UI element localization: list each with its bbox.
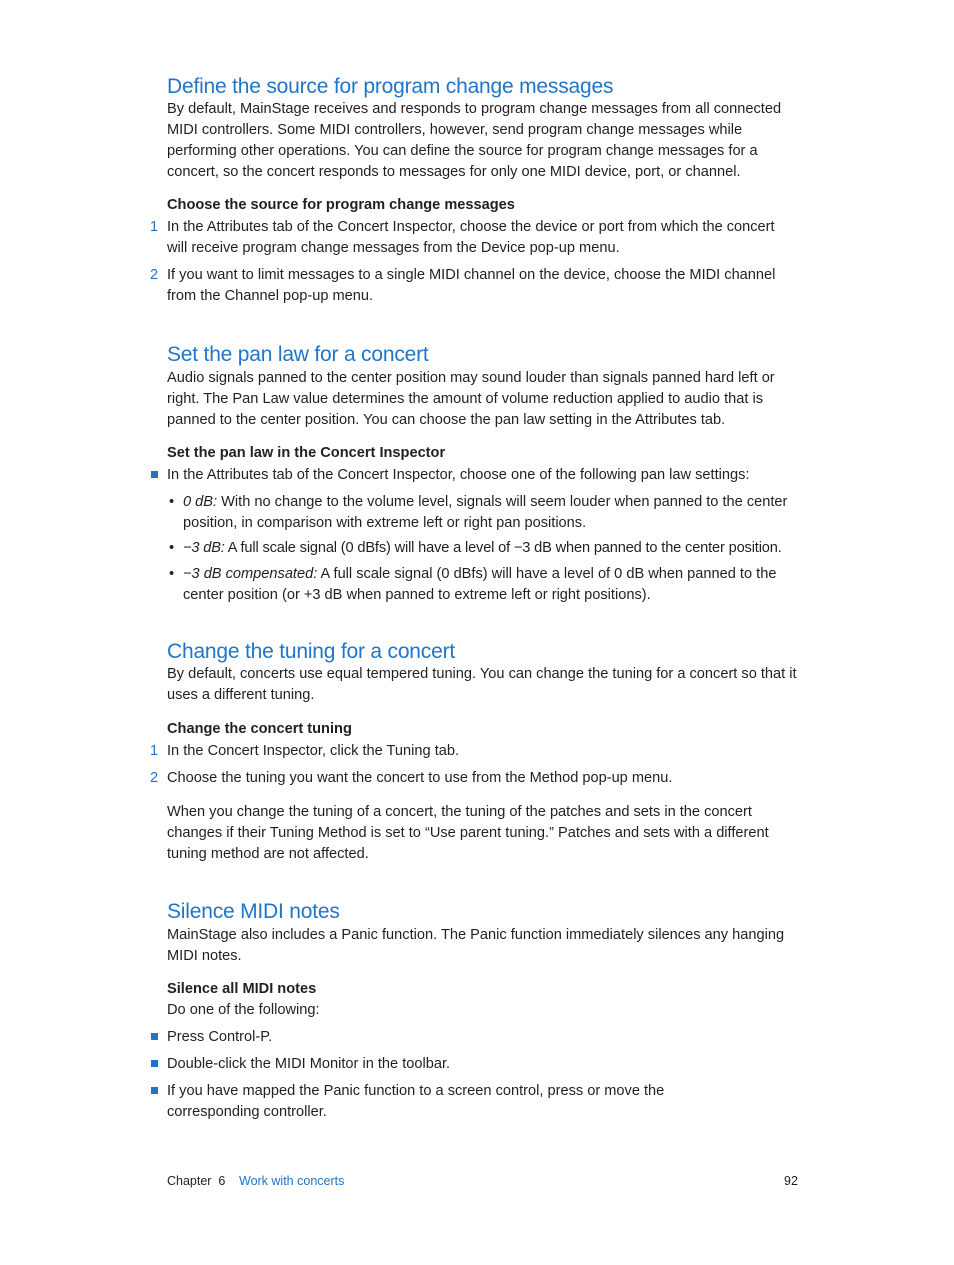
section-intro-pan-law: Audio signals panned to the center position may sound louder than signals panned hard left or right. The Pan Law value determines the amount of volume reduction applied to audio that is panned to the center position. You can choose the pan law setting in the Attributes tab. — [167, 370, 775, 428]
bullet-text: In the Attributes tab of the Concert Inspector, choose one of the following pan law settings: — [167, 467, 750, 483]
bullet-dot-icon: • — [169, 494, 175, 510]
task-heading-silence-midi: Silence all MIDI notes — [167, 981, 317, 997]
step-number: 1 — [150, 743, 159, 759]
bullet-square-icon — [151, 1087, 158, 1094]
sub-bullet-text — [183, 492, 798, 534]
sub-bullet-term: −3 dB: — [183, 540, 225, 556]
bullet-square-icon — [151, 471, 158, 478]
task-heading-program-change: Choose the source for program change messages — [167, 197, 515, 213]
bullet-dot-icon: • — [169, 540, 175, 556]
sub-bullet-desc: A full scale signal (0 dBfs) will have a level of −3 dB when panned to the center position. — [224, 540, 782, 556]
section-heading-program-change: Define the source for program change messages — [167, 75, 614, 98]
section-heading-silence-midi: Silence MIDI notes — [167, 900, 340, 923]
sub-bullet-text — [183, 538, 807, 559]
step-number: 1 — [150, 219, 159, 235]
bullet-text: Double-click the MIDI Monitor in the toolbar. — [167, 1056, 451, 1072]
footer-chapter-label: Chapter 6 — [167, 1174, 226, 1188]
bullet-text: Press Control-P. — [167, 1029, 273, 1045]
footer-chapter-link[interactable]: Work with concerts — [239, 1174, 345, 1188]
sub-bullet-desc: With no change to the volume level, signals will seem louder when panned to the center position, in comparison with extreme left or right pan positions. — [183, 494, 788, 531]
sub-bullet-term: 0 dB: — [183, 494, 218, 510]
task-lead-text: Do one of the following: — [167, 1002, 320, 1018]
bullet-square-icon — [151, 1060, 158, 1067]
bullet-text: If you have mapped the Panic function to a screen control, press or move the corresponding controller. — [167, 1083, 665, 1120]
step-text: In the Concert Inspector, click the Tuning tab. — [167, 743, 460, 759]
bullet-dot-icon: • — [169, 566, 175, 582]
step-text: If you want to limit messages to a single MIDI channel on the device, choose the MIDI channel from the Channel pop-up menu. — [167, 267, 776, 304]
bullet-square-icon — [151, 1033, 158, 1040]
section-intro-silence-midi: MainStage also includes a Panic function. The Panic function immediately silences any hanging MIDI notes. — [167, 927, 785, 964]
task-heading-pan-law: Set the pan law in the Concert Inspector — [167, 445, 446, 461]
step-text: Choose the tuning you want the concert to use from the Method pop-up menu. — [167, 770, 673, 786]
step-text: In the Attributes tab of the Concert Inspector, choose the device or port from which the concert will receive program change messages from the Device pop-up menu. — [167, 219, 775, 256]
section-heading-pan-law: Set the pan law for a concert — [167, 343, 429, 366]
sub-bullet-desc: A full scale signal (0 dBfs) will have a level of 0 dB when panned to the center position (or +3 dB when panned to extreme left or right positions). — [183, 566, 777, 603]
footer-page-number: 92 — [784, 1174, 798, 1188]
section-heading-tuning: Change the tuning for a concert — [167, 640, 455, 663]
step-number: 2 — [150, 267, 159, 283]
step-number: 2 — [150, 770, 159, 786]
section-intro-tuning: By default, concerts use equal tempered tuning. You can change the tuning for a concert so that it uses a different tuning. — [167, 666, 797, 703]
tuning-note: When you change the tuning of a concert, the tuning of the patches and sets in the concert changes if their Tuning Method is set to “Use parent tuning.” Patches and sets with a different tuning method are not affected. — [167, 804, 769, 862]
task-heading-tuning: Change the concert tuning — [167, 721, 352, 737]
section-intro-program-change: By default, MainStage receives and responds to program change messages from all connected MIDI controllers. Some MIDI controllers, however, send program change messages while performing other operations. You can define the source for program change messages for a concert, so the concert responds to messages for only one MIDI device, port, or channel. — [167, 101, 782, 180]
sub-bullet-text — [183, 564, 783, 606]
sub-bullet-term: −3 dB compensated: — [183, 566, 318, 582]
